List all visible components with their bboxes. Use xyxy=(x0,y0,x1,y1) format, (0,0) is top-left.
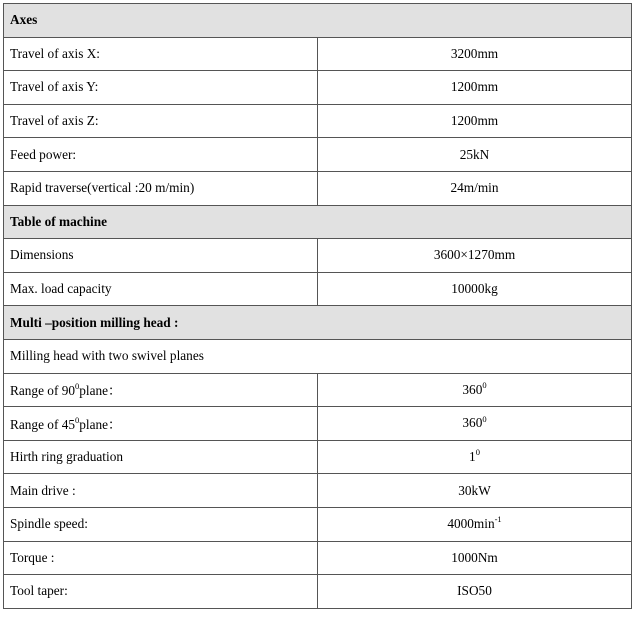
table-row xyxy=(4,373,632,407)
row-value: 25kN xyxy=(318,138,632,172)
table-row xyxy=(4,171,632,205)
value-text: 1 xyxy=(469,449,476,465)
table-row xyxy=(4,104,632,138)
section-note: Milling head with two swivel planes xyxy=(4,339,632,373)
row-label xyxy=(4,407,318,441)
table-row xyxy=(4,541,632,575)
label-text: Range of 45 xyxy=(10,416,75,432)
table-row xyxy=(4,71,632,105)
section-title: Multi –position milling head : xyxy=(4,306,632,340)
row-value: ISO50 xyxy=(318,575,632,609)
value-text: 4000min xyxy=(447,516,495,532)
table-row xyxy=(4,575,632,609)
row-value: 24m/min xyxy=(318,171,632,205)
table-row xyxy=(4,37,632,71)
table-row xyxy=(4,239,632,273)
row-value: 1200mm xyxy=(318,71,632,105)
table-row xyxy=(4,507,632,541)
value-superscript: -1 xyxy=(494,514,502,525)
label-text: plane： xyxy=(79,416,122,432)
label-superscript: 0 xyxy=(75,381,80,392)
row-value: 3600×1270mm xyxy=(318,239,632,273)
row-value: 10000kg xyxy=(318,272,632,306)
row-label: Main drive : xyxy=(4,474,318,508)
row-value: 30kW xyxy=(318,474,632,508)
row-label: Torque : xyxy=(4,541,318,575)
row-label: Travel of axis X: xyxy=(4,37,318,71)
row-label: Rapid traverse(vertical :20 m/min) xyxy=(4,171,318,205)
row-label: Dimensions xyxy=(4,239,318,273)
row-value xyxy=(318,507,632,541)
row-label: Feed power: xyxy=(4,138,318,172)
table-row xyxy=(4,440,632,474)
label-text: plane： xyxy=(79,383,122,399)
section-title: Table of machine xyxy=(4,205,632,239)
value-text: 360 xyxy=(462,415,483,431)
value-text: 360 xyxy=(462,381,483,397)
row-value: 1200mm xyxy=(318,104,632,138)
row-label: Travel of axis Z: xyxy=(4,104,318,138)
table-row xyxy=(4,407,632,441)
label-text: Range of 90 xyxy=(10,383,75,399)
value-superscript: 0 xyxy=(482,379,487,390)
row-value xyxy=(318,373,632,407)
row-label xyxy=(4,373,318,407)
note-row xyxy=(4,339,632,373)
row-label: Hirth ring graduation xyxy=(4,440,318,474)
spec-table xyxy=(3,3,632,609)
section-header-axes xyxy=(4,4,632,38)
row-value xyxy=(318,440,632,474)
row-label: Travel of axis Y: xyxy=(4,71,318,105)
value-superscript: 0 xyxy=(482,413,487,424)
section-header-table-of-machine xyxy=(4,205,632,239)
section-header-milling-head xyxy=(4,306,632,340)
row-value: 3200mm xyxy=(318,37,632,71)
label-superscript: 0 xyxy=(75,415,80,425)
table-row xyxy=(4,272,632,306)
value-superscript: 0 xyxy=(475,447,480,458)
section-title: Axes xyxy=(4,4,632,38)
row-value xyxy=(318,407,632,441)
table-row xyxy=(4,138,632,172)
row-value: 1000Nm xyxy=(318,541,632,575)
row-label: Spindle speed: xyxy=(4,507,318,541)
row-label: Max. load capacity xyxy=(4,272,318,306)
table-row xyxy=(4,474,632,508)
row-label: Tool taper: xyxy=(4,575,318,609)
